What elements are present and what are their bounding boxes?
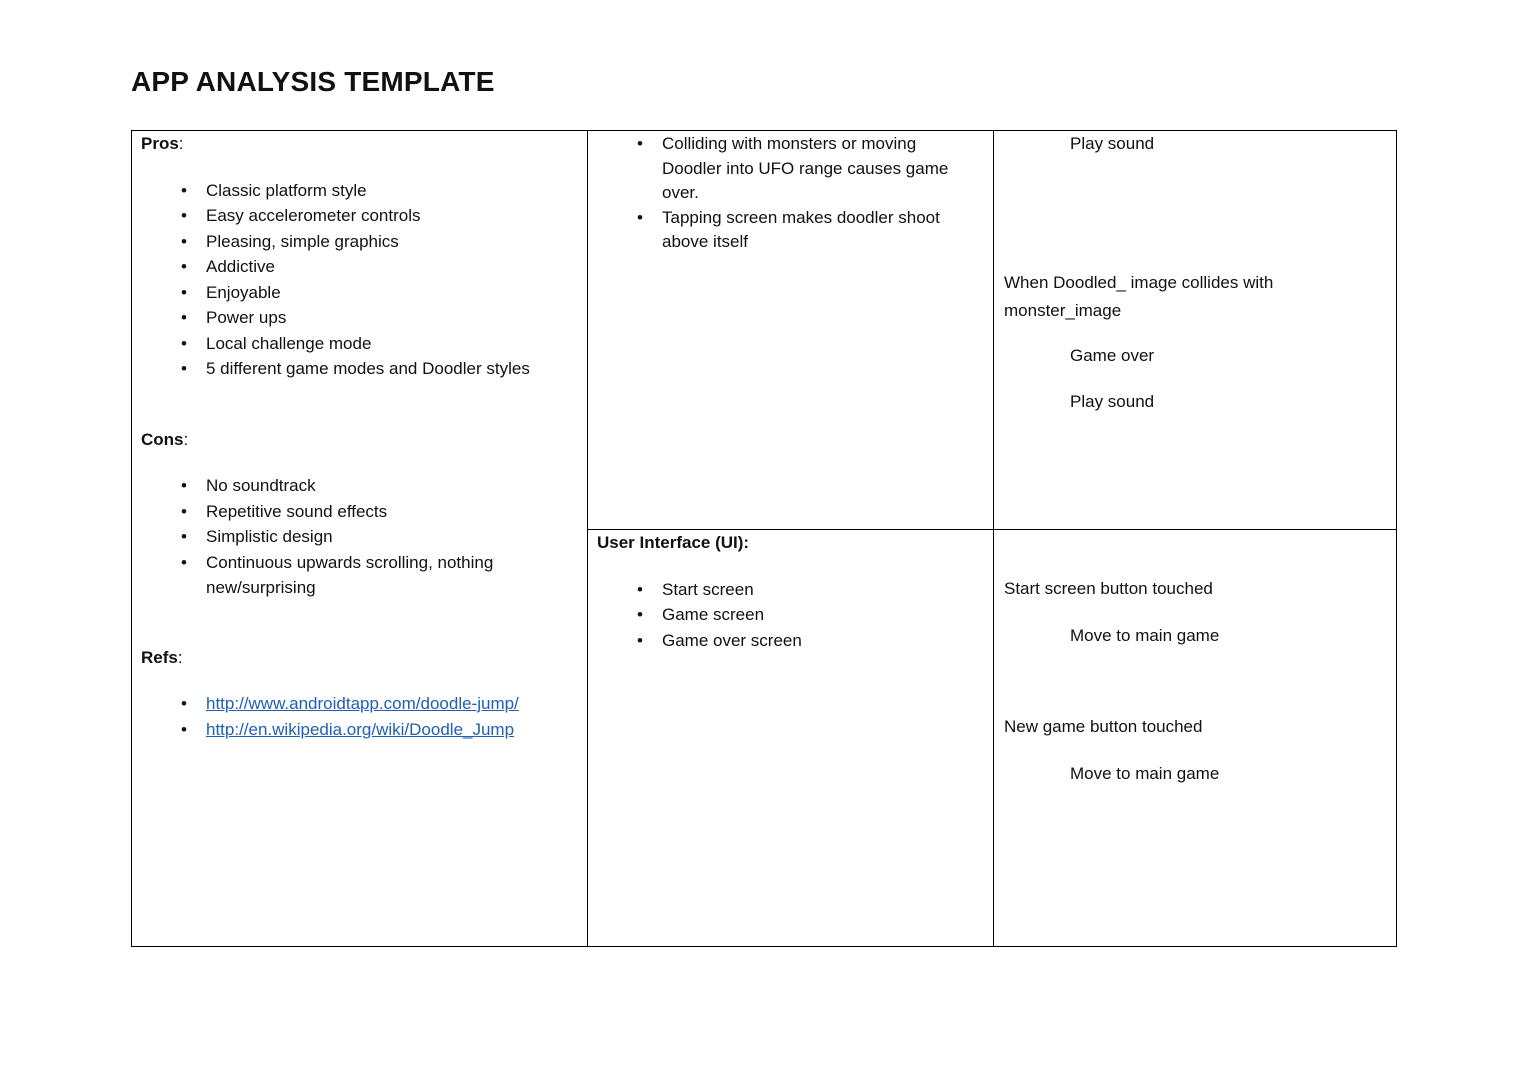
list-item: • Simplistic design [141,524,581,550]
action-text: Game over [1070,345,1155,365]
list-item: • Repetitive sound effects [141,499,581,525]
list-item: • Addictive [141,254,581,280]
list-item [141,691,581,717]
list-item: • Game screen [597,602,987,628]
action-text: Move to main game [1070,763,1220,783]
action-text: Move to main game [1070,625,1220,645]
pros-cons-cell [141,131,581,742]
ui-list [597,577,987,654]
list-item: • Enjoyable [141,280,581,306]
list-item: • Tapping screen makes doodler shoot above itself [597,206,987,255]
table-divider-2 [993,130,994,947]
refs-list [141,691,581,742]
events-bottom-cell [1004,576,1389,786]
behaviour-notes-cell [597,132,987,255]
list-item: • Colliding with monsters or moving Doodler into UFO range causes game over. [597,132,987,206]
events-top-cell [1004,131,1389,415]
behaviour-list [597,132,987,255]
list-item: • Start screen [597,577,987,603]
list-item: • 5 different game modes and Doodler styles [141,356,581,382]
refs-heading: Refs: [141,647,183,667]
document-title: APP ANALYSIS TEMPLATE [131,66,495,97]
event-text: When Doodled_ image collides with monster_image [1004,272,1274,320]
list-item: • Local challenge mode [141,331,581,357]
event-text: Start screen button touched [1004,579,1213,598]
list-item [141,717,581,743]
list-item: • No soundtrack [141,473,581,499]
event-text: New game button touched [1004,717,1203,736]
ref-link-androidtapp[interactable]: http://www.androidtapp.com/doodle-jump/ [206,694,519,713]
action-text: Play sound [1070,134,1155,153]
list-item: • Easy accelerometer controls [141,203,581,229]
list-item: • Classic platform style [141,178,581,204]
pros-list [141,178,581,382]
list-item: • Continuous upwards scrolling, nothing new/surprising [141,550,581,601]
list-item: • Power ups [141,305,581,331]
cons-list [141,473,581,601]
pros-heading: Pros: [141,134,184,153]
list-item: • Game over screen [597,628,987,654]
table-divider-1 [587,130,588,947]
ui-heading: User Interface (UI): [597,533,750,552]
ui-cell [597,530,987,653]
action-text: Play sound [1070,392,1155,411]
list-item: • Pleasing, simple graphics [141,229,581,255]
cons-heading: Cons: [141,429,189,449]
ref-link-wikipedia[interactable]: http://en.wikipedia.org/wiki/Doodle_Jump [206,719,515,739]
